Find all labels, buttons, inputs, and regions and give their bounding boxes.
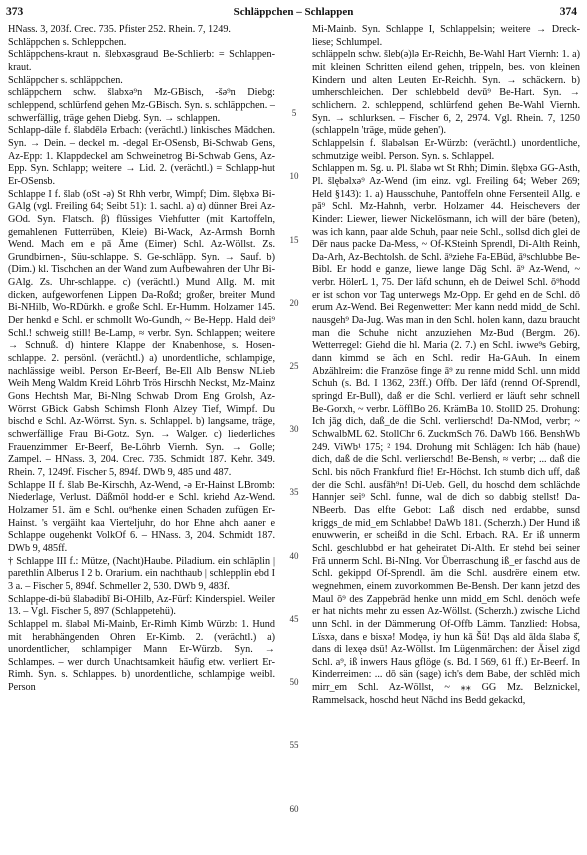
line-number: 5 (291, 108, 297, 118)
entry-paragraph: Schlappelsin f. šlabəlsən Er-Würzb: (verächtl.) unordentliche, schmutzige weibl. Person. Syn. s. Schlappel. (312, 137, 580, 162)
line-number-margin (283, 24, 305, 849)
entry-paragraph: Mi-Mainb. Syn. Schlappe I, Schlappelsin; weitere → Dreck-liese; Schlumpel. (312, 24, 580, 48)
entry-paragraph: schläppeln schw. šleb(ə)lə Er-Reichh, Be-Wahl Hart Viernh: 1. a) mit kleinen Schritten eilend gehen, trippeln, bes. von kleinen Kindern und alten Leuten Er-Reichh. Syn. → schäckern. b) umherschleichen. Der schlebbeld devū⁹ Be-Hart. Syn. → schlichern. 2. schleppend, schlürfend gehen Be-Wahl Viernh. Syn. → schlurksen. – Fischer 6, 2, 2974. Vgl. Rhein. 7, 1250 (schlappeln 'träge, müde gehen'). (312, 49, 580, 137)
line-number: 50 (289, 677, 299, 687)
line-number: 10 (289, 171, 299, 181)
line-number: 30 (289, 424, 299, 434)
line-number: 40 (289, 551, 299, 561)
line-number: 20 (289, 298, 299, 308)
entry-paragraph: HNass. 3, 203f. Crec. 735. Pfister 252. Rhein. 7, 1249. (8, 24, 231, 35)
right-column (312, 24, 580, 849)
page-header (0, 0, 587, 22)
page-number-right: 374 (559, 6, 577, 18)
entry-paragraph: Schlapp-däle f. šlabdēlə Erbach: (verächtl.) linkisches Mädchen. Syn. → Dein. – deckel m. -degəl Er-OSensb, Bi-Schwab Gens, Az-Epp: 1. Klappdeckel am Schweinetrog Bi-Schwab Gens, Az-Epp. Syn. Schlapp; weitere → Lid. 2. (verächtl.) = Schlapp-hut Er-OSensb. (8, 125, 275, 187)
entry-paragraph: Schläppchens-kraut n. šlebxəsgraud Be-Schlierb: = Schlappen-kraut. (8, 49, 275, 73)
entry-paragraph: Schläppchen s. Schleppchen. (8, 36, 127, 48)
left-column (8, 24, 275, 849)
line-number: 15 (289, 235, 299, 245)
running-title: Schläppchen – Schlappen (233, 6, 354, 18)
entry-paragraph: Schläppcher s. schläppchen. (8, 74, 123, 86)
line-number: 55 (289, 740, 299, 750)
entry-paragraph: Schlappe II f. šlab Be-Kirschh, Az-Wend, -ə Er-Hainst LBromb: Niederlage, Verlust. Däßmöl hodd-er e Schl. kriehd Az-Wend. Holzamer 51. äm e Schl. ou⁹henke einen Schaden zufügen Er-Hainst. 's vergäiht kaa Vierteljuhr, do hor Ehne ahch aaner e Schlappe ougehenkt VolkOf 6. – HNass. 3, 204. Schmidt 187. DWb 9, 485ff. (8, 479, 275, 554)
line-number: 35 (289, 487, 299, 497)
line-number: 45 (289, 614, 299, 624)
entry-paragraph: Schlappen m. Sg. u. Pl. šlabə wt St Rhh; Dimin. šlębxə GG-Asth, Pl. šlębəlxə⁹ Az-Wend (im einz. vgl. Freiling 64; Weber 269; Held §143): 1. a) Hausschuhe, Pantoffeln ohne Fersenteil Allg. e pā⁹ Schl. Mz-Hahnh, verbr. Holzamer 44. Heischevers der Kinder: Liewer, liewer Nickelösmann, ich will der bäre (beten), was ich kann, paar alde Schuh, paar neie Schl., sollsd dich glei de Dēr naus packe Da-Mess, ~ Of-KSteinh Sprendl, Di-Alth Reinh, Da-Arh, Az-Bechtolsh. de Schl. ā⁹ziehe Fa-EBüd, ā⁹schlubbe Be-Bibl. Er hodd e ganze, liewe lange Däg Schl. ā⁹ Az-Wend, ~ verbr. HölerL 1, 75. Der läfd schunn, eh de Deiwel Schl. ō⁹hodd er ist schon vor Tag unterwegs Mz-Opp. Er gehd en de Schl. dō erum Az-Wend. Bei Regenwetter: Mer kann nedd midd_de Schl. nausgeh⁹ Da-Jug. Was man in den Schl. holen kann, dazu braucht man die Schuhe nicht anzuziehen Mz-Bud (Bergm. 26). Wetterregel: Giehd die hl. Maria (2. 7.) en Schl. iwwe⁹s Gebirg, dann kimmd se äch en Schl. redir Ha-GAuh. In einem Abzählreim: die Französe finge ā⁹ zu renne midd Schl. unn midd Schuh (s. Bd. I 1362, 23ff.) Offb. Der läfd (rennd Of-Sprendl, springd Er-Bull), daß er die Schl. verlierd er läuft sehr schnell Be-Gorxh, ~ verbr. LöfflBo 26. KrämBa 10. StollD 25. Drohung: Ich jāg dich, daß_de die Schl. verlierschd! Da-NMod, verbr; ~ SchwalbML 62. StollChr 6. ZuckmSch 76. DaWb 166. BenshWb 249. ViWb¹ 175; ² 194. Drohung mit Schlägen: Ich häb (haue) dich, daß de die Schl. verlierschd! Be-Bensh, ≈ verbr; ... daß die Schl. bis nōch Frankfurd flie! Er-Höchst. Ich stumb dich uff, daß der die Schl. ausfāh⁹n! Di-Ueb. Gell, du hoschd dem schlächde Hannjer sei⁹ Schl. funne, wal de dich so dabbig stellst! Da-NBeerb. Das elfte Gebot: Laß disch ned erdabbe, sunsd kriggs_de mid_em Schlabbe! DaWb 181. (Scherzh.) Der Hund iß enuwwerin, er scheißd in die Schl. Erbach. RA. Er iß unnerm Schl. geschlubbd er hat geheiratet Di-Alth. Er stehd bei seiner Frā unnerm Schl. Bi-NIng. Vor Überraschung iß_er faschd aus de Schl. gekippd Of-Sprendl. äm die Schl. ausdrëre einem etw. wegnehmen, einem zuvorkommen Be-Bensh. Der kann jetzd des Maul ō⁹ des Zappebräd henke unn midd_em Schl. denöch wefe er hat nichts mehr zu essen Az-Wöllst. (Scherzh.) zwische Lichd unn Schl. in der Dämmerung Of-Offb Lämm. Tanzlied: Hobsa, Lïsxə, dans e bisxə! Modęə, iy hun kā Šü! Dąs ald ālda šlabə š̆, dans di lexęə dsü! Az-Wöllst. Im Lügenmärchen: der Äisel zigd Schl. a⁹, iß inwers Haus gflöge (s. Bd. I 569, 61 ff.) Er-Beerf. In Kinderreimen: ... dō sän (sage) ich's dem Babe, der schlëd mich mirr_em Schl. Az-Wöllst, ~ ⁎⁎ GG Mz. Belznickel, Rammelsack, hoschd heut Nāchd ins Bedd gekackd, (312, 163, 580, 706)
entry-paragraph: Schlappel m. šlabəl Mi-Mainb, Er-Rimh Kimb Würzb: 1. Hund mit herabhängenden Ohren Er-Kimb. 2. (verächtl.) a) unordentlicher, schlampiger Mann Er-Würzb. Syn. → Schlampes. – wer durch Unachtsamkeit häufig etw. verliert Er-Rimh. Syn. s. Schlappes. b) unordentliche, schlampige weibl. Person (8, 618, 275, 694)
page-number-left: 373 (6, 6, 24, 18)
entry-paragraph: † Schlappe III f.: Mütze, (Nacht)Haube. Piladium. ein schläplin | parethlin Alberus I 2 b. Orarium. ein nachthaub | schlepplin ebd I 3 a. – Fischer 5, 894f. Schmeller 2, 530. DWb 9, 483f. (8, 555, 275, 592)
entry-paragraph: schläppchern schw. šlabxə⁹n Mz-GBisch, -šə⁹n Diebg: schleppend, schlürfend gehen Mz-GBisch. Syn. s. schläppchen. – schwerfällig, träge gehen Diebg. Syn. → schlappen. (8, 87, 275, 124)
line-number: 25 (289, 361, 299, 371)
entry-paragraph: Schlappe-di-bü šlabədibī Bi-OHilb, Az-Fürf: Kinderspiel. Weiler 13. – Vgl. Fischer 5, 897 (Schlappetehü). (8, 593, 275, 618)
line-number: 60 (289, 804, 299, 814)
entry-paragraph: Schlappe I f. šlab (oSt -ə) St Rhh verbr, Wimpf; Dim. šlębxə Bi-GAlg (vgl. Freiling 64; Seibt 51): 1. sachl. a) α) dünner Brei Az-GOd. Syn. Flatsch. β) flüssiges Viehfutter (mit Kartoffeln, gemahlenen Futterrüben, Kleie) Bi-Wack, Az-Armsh Bornh Wend. Mach em e pā Āme (Eimer) Schl. Az-Wöllst. Zs. Grundbirnen-, Süu-schlappe. S. Ge-schläpp. Syn. → Sauf. b) (Dim.) kl. Tischchen an der Wand zum Aufbewahren der Uhr Bi-GAlg. Zs. Uhr-schlappe. c) (verächtl.) Mund Allg. M. mit dicken, aufgeworfenen Lippen Da-Roßd; großer, breiter Mund Bi-NHilb, Wo-RDürkh. e große Schl. Er-Humm. Holzamer 145. Der henkd e Schl. er schmollt Wo-Gundh, ~ Be-Hepp. Hald dei⁹ Schl.! schweig still! Be-Lamp, ≈ verbr. Syn. Schlappen; weitere → Schnuß. d) hintere Klappe der Knabenhose, s. Hosen-schlappe. 2. persönl. (verächtl.) a) unordentliche, schlampige, nachlässige weibl. Person Er-Beerf, Be-Ell Alb Bensw NLieb Weih Meng Waldm Kreid Löhrb Trös Hirschh Neckst, Mz-Mainz Gons Hechtsh Mar, Bi-Nlng Schwab Drom Eng Grolsh, Az-Wörrst GBick Gabsh Schimsh Flonh Alzey Tief, Wimpf. Du bischd e Schl. Az-Wörrst. Syn. s. Schlappel. b) langsame, träge, schwerfällige Frau Bi-Gotz. Syn. → Walger. c) liederliches Frauenzimmer Er-Beerf, Be-Löhrb Viernh. Syn. → Golle; Zampel. – HNass. 3, 204. Crec. 735. Schmidt 187. Kehr. 349. Rhein. 7, 1249f. Fischer 5, 894f. DWb 9, 485 und 487. (8, 188, 275, 478)
